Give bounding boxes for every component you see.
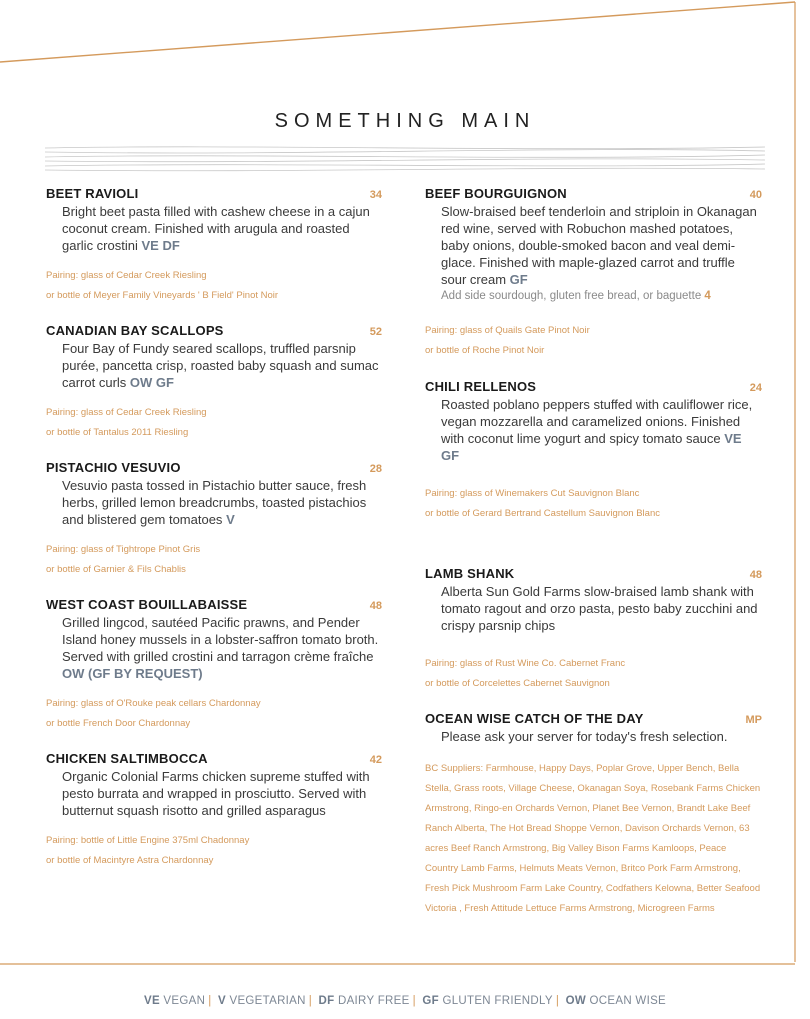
item-name: CHICKEN SALTIMBOCCA	[46, 751, 208, 766]
item-name: OCEAN WISE CATCH OF THE DAY	[425, 711, 644, 726]
wine-pairings	[46, 694, 382, 734]
diet-legend: VE VEGAN | V VEGETARIAN | DF DAIRY FREE | GF GLUTEN FRIENDLY | OW OCEAN WISE	[143, 995, 667, 1007]
pairing-line: or bottle of Tantalus 2011 Riesling	[46, 427, 189, 438]
legend-code: V	[217, 995, 226, 1007]
pairing-line: or bottle of Roche Pinot Noir	[425, 345, 545, 356]
item-add-on: Add side sourdough, gluten free bread, or baguette 4	[441, 290, 711, 302]
item-price: 24	[749, 382, 762, 394]
pairing-line: Pairing: glass of Cedar Creek Riesling	[46, 270, 207, 281]
wine-pairings	[425, 484, 762, 524]
item-description: Roasted poblano peppers stuffed with cauliflower rice, vegan mozzarella and caramelized onions. Finished with coconut lime yogurt and spicy tomato sauce VE GF	[441, 397, 753, 463]
item-description: Please ask your server for today's fresh selection.	[441, 729, 728, 744]
legend-label: VEGETARIAN	[229, 995, 306, 1007]
item-name: CANADIAN BAY SCALLOPS	[46, 323, 224, 338]
item-description: Grilled lingcod, sautéed Pacific prawns, and Pender Island honey mussels in a lobster-saffron tomato broth. Served with grilled crostini and tarragon crème fraîche OW (GF BY REQUEST)	[62, 615, 379, 681]
left-column	[46, 186, 382, 871]
menu-item-beef-bourguignon	[425, 186, 762, 361]
item-price: 52	[369, 326, 382, 338]
menu-item-beet-ravioli	[46, 186, 382, 306]
pairing-line: or bottle of Corcelettes Cabernet Sauvignon	[425, 678, 610, 689]
item-price: MP	[745, 714, 762, 726]
right-column	[425, 186, 762, 919]
wine-pairings	[46, 540, 382, 580]
menu-item-canadian-bay-scallops	[46, 323, 382, 443]
legend-code: OW	[565, 995, 587, 1007]
pairing-line: or bottle of Macintyre Astra Chardonnay	[46, 855, 214, 866]
menu-item-west-coast-bouillabaisse	[46, 597, 382, 734]
legend-label: VEGAN	[163, 995, 206, 1007]
item-price: 48	[369, 600, 382, 612]
pairing-line: or bottle of Gerard Bertrand Castellum Sauvignon Blanc	[425, 508, 660, 519]
item-price: 28	[369, 463, 382, 475]
diet-tags: OW (GF BY REQUEST)	[62, 666, 203, 681]
diet-tags: V	[226, 512, 235, 527]
diet-tags: GF	[509, 272, 528, 287]
menu-item-chicken-saltimbocca	[46, 751, 382, 871]
pairing-line: or bottle French Door Chardonnay	[46, 718, 191, 729]
wine-pairings	[46, 831, 382, 871]
menu-item-ocean-wise-catch	[425, 711, 762, 745]
item-name: LAMB SHANK	[425, 566, 515, 581]
menu-item-chili-rellenos	[425, 379, 762, 524]
pairing-line: Pairing: glass of Cedar Creek Riesling	[46, 407, 207, 418]
add-on-price: 4	[704, 290, 711, 302]
pairing-line: Pairing: glass of Quails Gate Pinot Noir	[425, 325, 590, 336]
diet-tags: VE DF	[141, 238, 180, 253]
item-name: PISTACHIO VESUVIO	[46, 460, 181, 475]
pairing-line: or bottle of Garnier & Fils Chablis	[46, 564, 186, 575]
item-price: 40	[749, 189, 762, 201]
diet-tags: OW GF	[129, 375, 174, 390]
item-price: 34	[369, 189, 382, 201]
item-description: Four Bay of Fundy seared scallops, truffled parsnip purée, pancetta crisp, roasted baby squash and sumac carrot curls OW GF	[62, 341, 379, 390]
item-description: Bright beet pasta filled with cashew cheese in a cajun coconut cream. Finished with arugula and roasted garlic crostini VE DF	[62, 204, 370, 253]
item-description: Slow-braised beef tenderloin and striploin in Okanagan red wine, served with Robuchon mashed potatoes, baby onions, double-smoked bacon and veal demi-glace. Finished with maple-glazed carrot and truffle sour cream GF	[441, 204, 757, 287]
item-price: 48	[749, 569, 762, 581]
bc-suppliers: BC Suppliers: Farmhouse, Happy Days, Poplar Grove, Upper Bench, Bella Stella, Grass roots, Village Cheese, Okanagan Soya, Rosebank Farms Chicken Armstrong, Ringo-en Orchards Vernon, Planet Bee Vernon, Brandt Lake Beef Ranch Alberta, The Hot Bread Shoppe Vernon, Davison Orchards Vernon, 63 acres Beef Ranch Armstrong, Big Valley Bison Farms Kamloops, Peace Country Lamb Farms, Helmuts Meats Vernon, Britco Pork Farm Armstrong, Fresh Pick Mushroom Farm Lake Country, Codfathers Kelowna, Better Seafood Victoria , Fresh Attitude Lettuce Farms Armstrong, Microgreen Farms	[425, 763, 761, 914]
wine-pairings	[425, 654, 762, 694]
item-price: 42	[369, 754, 382, 766]
item-name: CHILI RELLENOS	[425, 379, 537, 394]
pairing-line: or bottle of Meyer Family Vineyards ' B Field' Pinot Noir	[46, 290, 279, 301]
legend-label: OCEAN WISE	[589, 995, 667, 1007]
legend-code: GF	[422, 995, 439, 1007]
item-description: Alberta Sun Gold Farms slow-braised lamb shank with tomato ragout and orzo pasta, pesto baby zucchini and crispy parsnip chips	[441, 584, 758, 633]
legend-code: DF	[318, 995, 335, 1007]
diet-tags: VE GF	[441, 431, 742, 463]
page-title: SOMETHING MAIN	[274, 110, 536, 132]
legend-label: GLUTEN FRIENDLY	[442, 995, 553, 1007]
wine-pairings	[425, 321, 762, 361]
item-name: BEEF BOURGUIGNON	[425, 186, 567, 201]
menu-item-pistachio-vesuvio	[46, 460, 382, 580]
item-name: WEST COAST BOUILLABAISSE	[46, 597, 248, 612]
menu-item-lamb-shank	[425, 566, 762, 694]
item-description: Organic Colonial Farms chicken supreme stuffed with pesto burrata and wrapped in prosciutto. Served with butternut squash risotto and grilled asparagus	[62, 769, 370, 818]
legend-label: DAIRY FREE	[337, 995, 410, 1007]
pairing-line: Pairing: glass of Winemakers Cut Sauvignon Blanc	[425, 488, 640, 499]
wine-pairings	[46, 266, 382, 306]
pairing-line: Pairing: glass of Tightrope Pinot Gris	[46, 544, 201, 555]
pairing-line: Pairing: glass of O'Rouke peak cellars Chardonnay	[46, 698, 261, 709]
legend-code: VE	[143, 995, 160, 1007]
wine-pairings	[46, 403, 382, 443]
pairing-line: Pairing: glass of Rust Wine Co. Cabernet Franc	[425, 658, 626, 669]
item-description: Vesuvio pasta tossed in Pistachio butter sauce, fresh herbs, grilled lemon breadcrumbs, toasted pistachios and blistered gem tomatoes V	[62, 478, 367, 527]
pairing-line: Pairing: bottle of Little Engine 375ml Chadonnay	[46, 835, 250, 846]
item-name: BEET RAVIOLI	[46, 186, 139, 201]
